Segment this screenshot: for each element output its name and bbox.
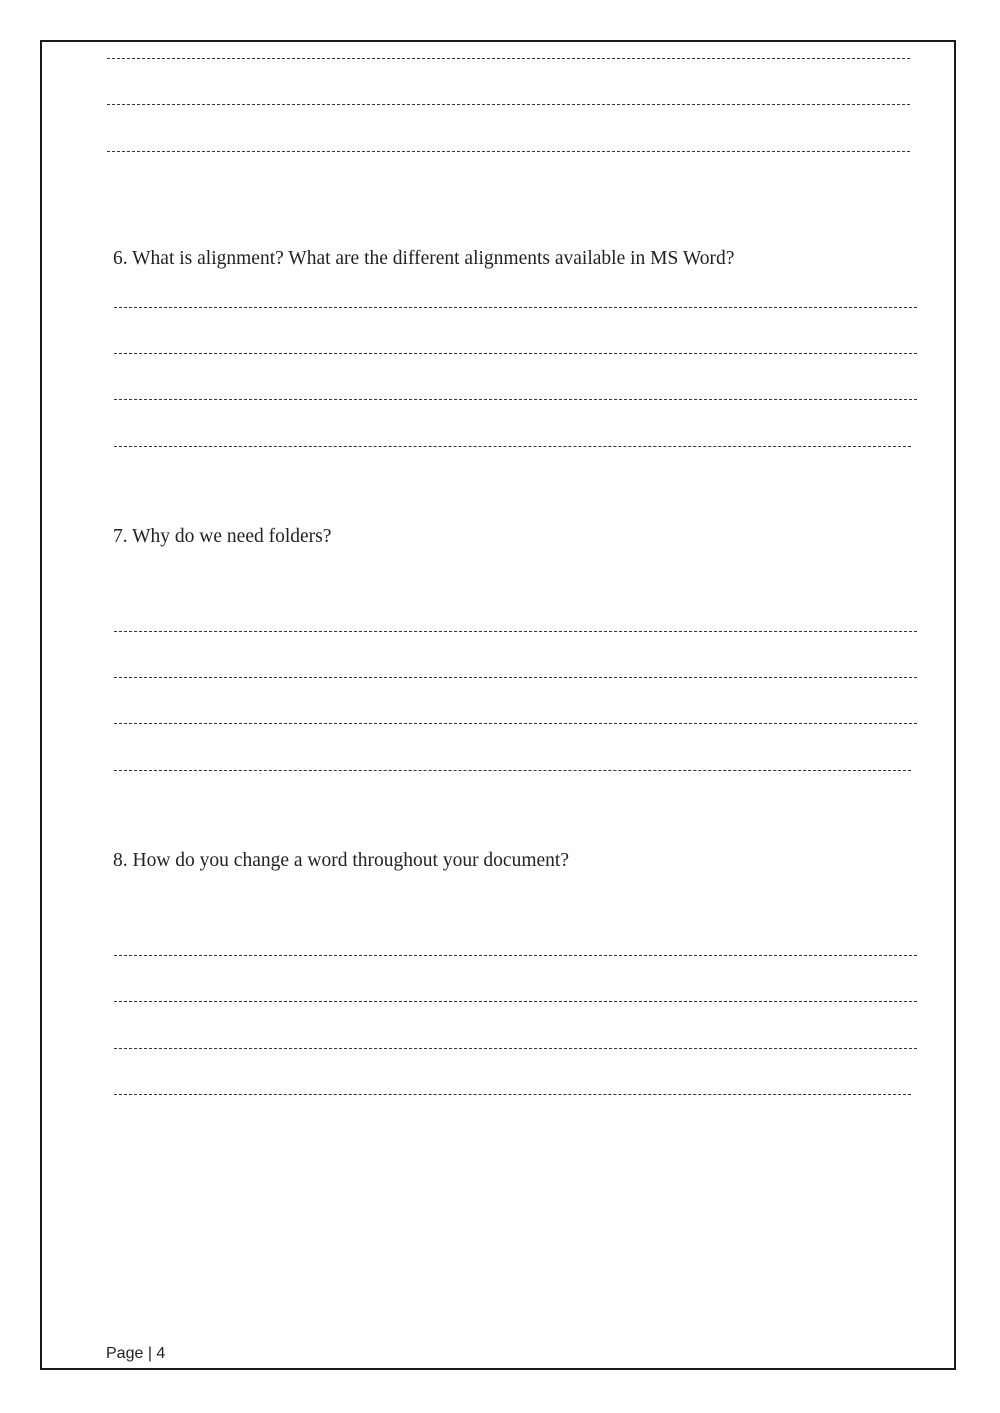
question-7: 7. Why do we need folders? xyxy=(113,526,332,547)
answer-line[interactable] xyxy=(114,1001,917,1002)
page-number: Page | 4 xyxy=(106,1345,166,1362)
answer-line[interactable] xyxy=(114,399,917,400)
answer-line[interactable] xyxy=(114,770,911,771)
answer-line[interactable] xyxy=(114,955,917,956)
answer-line[interactable] xyxy=(114,677,917,678)
page-border xyxy=(40,40,956,1370)
answer-line[interactable] xyxy=(114,1048,917,1049)
answer-line[interactable] xyxy=(114,307,917,308)
question-6: 6. What is alignment? What are the different alignments available in MS Word? xyxy=(113,248,735,269)
answer-line[interactable] xyxy=(114,1094,911,1095)
answer-line[interactable] xyxy=(107,104,910,105)
answer-line[interactable] xyxy=(114,631,917,632)
answer-line[interactable] xyxy=(114,446,911,447)
question-8: 8. How do you change a word throughout your document? xyxy=(113,850,569,871)
answer-line[interactable] xyxy=(107,151,910,152)
answer-line[interactable] xyxy=(107,58,910,59)
answer-line[interactable] xyxy=(114,353,917,354)
answer-line[interactable] xyxy=(114,723,917,724)
